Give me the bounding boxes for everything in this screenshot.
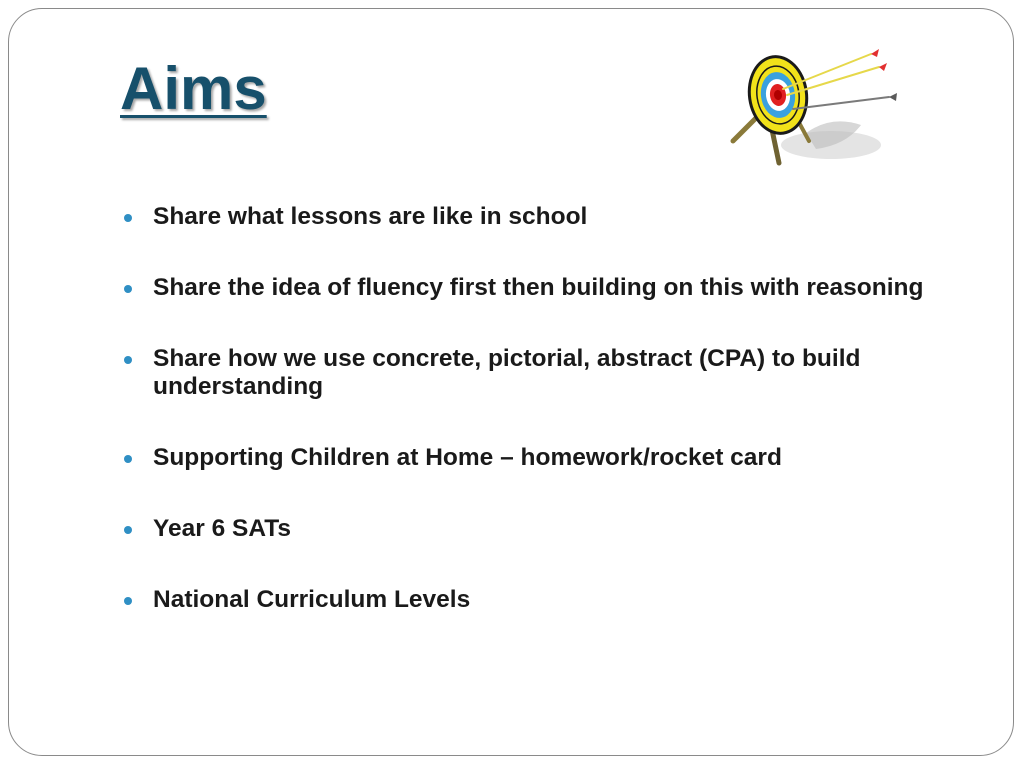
bullet-dot-icon — [124, 214, 132, 222]
bullet-item — [122, 345, 942, 401]
slide-frame — [8, 8, 1014, 756]
bullet-text: Share the idea of fluency first then building on this with reasoning — [153, 274, 924, 301]
bullet-item — [122, 444, 942, 472]
bullet-dot-icon — [124, 285, 132, 293]
bullet-dot-icon — [124, 356, 132, 364]
bullet-text: Share what lessons are like in school — [153, 203, 588, 230]
aims-bullet-list — [122, 203, 942, 614]
bullet-item — [122, 586, 942, 614]
bullet-dot-icon — [124, 526, 132, 534]
bullet-item — [122, 203, 942, 231]
bullet-item — [122, 274, 942, 302]
bullet-text: Year 6 SATs — [153, 515, 292, 542]
bullet-dot-icon — [124, 597, 132, 605]
slide-title: Aims — [120, 55, 267, 122]
bullet-text: National Curriculum Levels — [153, 586, 471, 613]
bullet-dot-icon — [124, 455, 132, 463]
bullet-text: Share how we use concrete, pictorial, abstract (CPA) to build understanding — [153, 345, 861, 400]
archery-target-icon — [721, 45, 901, 171]
bullet-text: Supporting Children at Home – homework/rocket card — [153, 444, 782, 471]
bullet-item — [122, 515, 942, 543]
